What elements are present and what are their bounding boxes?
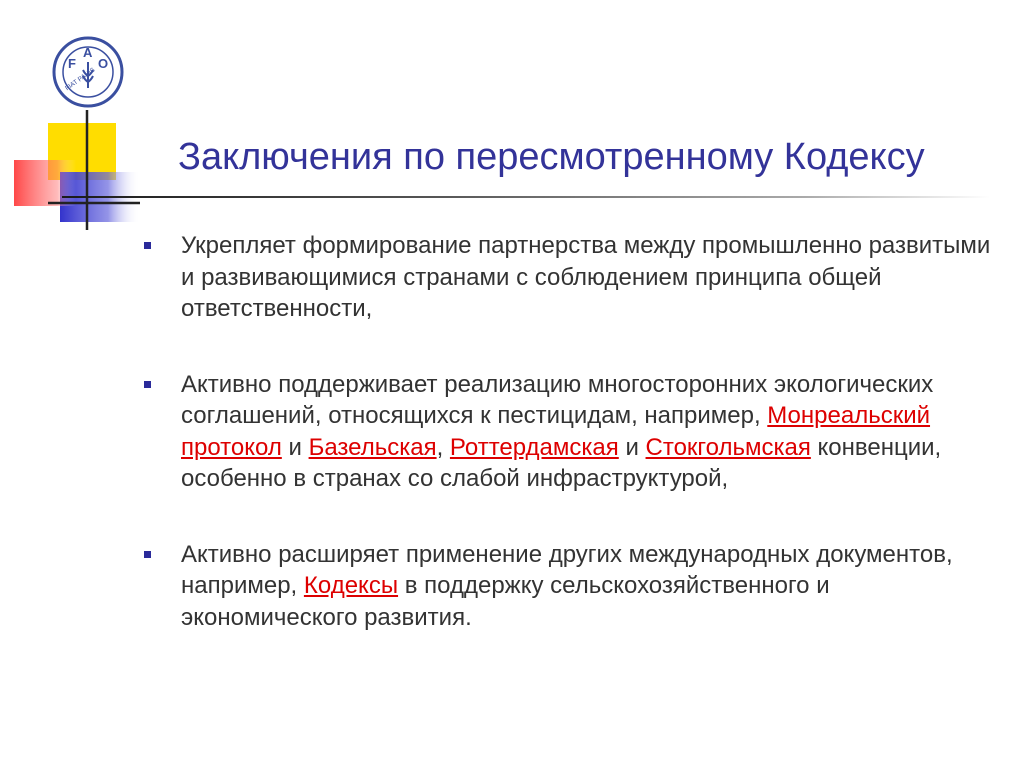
text-segment: Активно поддерживает реализацию многосторонних экологических соглашений, относящихся к пестицидам, например, <box>181 370 934 429</box>
logo-letter-o: O <box>98 56 109 71</box>
hyperlink[interactable]: Базельская <box>308 433 437 461</box>
bullet-item <box>140 369 1000 495</box>
logo-motto: FIAT PANIS <box>64 66 97 93</box>
text-segment: в поддержку сельскохозяйственного и экономического развития. <box>181 572 830 631</box>
slide-title: Заключения по пересмотренному Кодексу <box>178 136 925 178</box>
decorative-blocks <box>0 110 140 230</box>
text-segment: , <box>436 433 450 461</box>
logo-letter-a: A <box>83 45 93 60</box>
bullet-text <box>181 369 1000 495</box>
hyperlink[interactable]: Монреальский протокол <box>181 402 931 461</box>
bullet-item <box>140 230 1000 325</box>
bullet-list <box>140 230 1000 677</box>
bullet-text <box>181 230 1000 325</box>
bullet-text <box>181 539 1000 634</box>
logo-letter-f: F <box>68 56 76 71</box>
fao-logo <box>52 36 124 108</box>
text-segment: конвенции, особенно в странах со слабой инфраструктурой, <box>181 433 942 492</box>
text-segment: и <box>618 433 646 461</box>
text-segment: Укрепляет формирование партнерства между промышленно развитыми и развивающимися странами с соблюдением принципа общей ответственности, <box>181 232 991 322</box>
title-divider <box>62 196 990 198</box>
bullet-square-icon <box>144 551 151 558</box>
hyperlink[interactable]: Роттердамская <box>449 433 619 461</box>
hyperlink[interactable]: Кодексы <box>303 572 399 599</box>
text-segment: и <box>281 433 309 461</box>
bullet-item <box>140 539 1000 634</box>
text-segment: Активно расширяет применение других международных документов, например, <box>181 540 953 599</box>
bullet-square-icon <box>144 381 151 388</box>
hyperlink[interactable]: Стокгольмская <box>645 433 811 461</box>
bullet-square-icon <box>144 242 151 249</box>
